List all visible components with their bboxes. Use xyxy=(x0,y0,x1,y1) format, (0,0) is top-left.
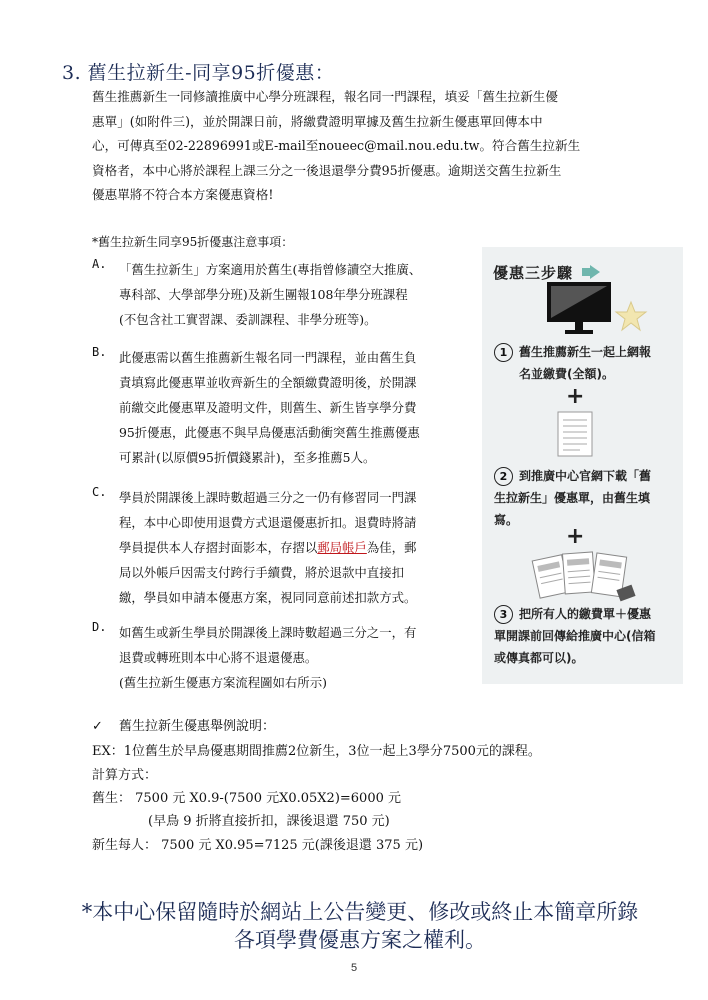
step-number: 1 xyxy=(494,343,513,362)
star-icon xyxy=(614,300,648,332)
note-text xyxy=(119,485,472,610)
post-office-account-highlight: 郵局帳戶 xyxy=(317,540,367,555)
step-3 xyxy=(494,603,679,673)
note-a xyxy=(92,257,472,332)
example-line: EX：1位舊生於早鳥優惠期間推薦2位新生，3位一起上3學分7500元的課程。 xyxy=(92,744,541,759)
page-number: 5 xyxy=(350,962,358,974)
plus-icon: + xyxy=(566,384,585,409)
example-title-row xyxy=(92,715,275,734)
step-text: 舊生推薦新生一起上網報 名並繳費(全額)。 xyxy=(519,345,652,381)
notes-title: *舊生拉新生同享95折優惠注意事項： xyxy=(92,235,294,249)
plus-icon: + xyxy=(566,524,585,549)
receipts-icon xyxy=(528,547,638,603)
note-b xyxy=(92,345,472,470)
step-2 xyxy=(494,465,679,535)
note-text: 如舊生或新生學員於開課後上課時數超過三分之一，有 退費或轉班則本中心將不退還優惠。 (舊生拉新生優惠方案流程圖如右所示) xyxy=(119,625,417,690)
arrow-right-icon xyxy=(590,265,600,279)
note-letter: B. xyxy=(92,345,107,359)
note-letter: C. xyxy=(92,485,107,499)
check-icon: ✓ xyxy=(92,719,103,734)
step-text: 把所有人的繳費單＋優惠 單開課前回傳給推廣中心(信箱 或傳真都可以)。 xyxy=(494,607,656,665)
footer-disclaimer: *本中心保留隨時於網站上公告變更、修改或終止本簡章所錄 各項學費優惠方案之權利。 xyxy=(81,900,639,952)
step-text: 到推廣中心官網下載「舊 生拉新生」優惠單，由舊生填 寫。 xyxy=(494,469,652,527)
note-text-part: 為佳，郵 局以外帳戶因需支付跨行手續費，將於退款中直接扣 繳，學員如申請本優惠方案，視同同意前述扣款方式。 xyxy=(119,540,417,605)
example-line: 計算方式： xyxy=(92,768,158,783)
note-d xyxy=(92,620,472,695)
step-number: 2 xyxy=(494,467,513,486)
steps-panel-title: 優惠三步驟 xyxy=(493,264,574,282)
example-line: 新生每人： 7500 元 X0.95=7125 元(課後退還 375 元) xyxy=(92,838,424,853)
example-line: 舊生： 7500 元 X0.9-(7500 元X0.05X2)=6000 元 xyxy=(92,791,401,806)
example-line: (早鳥 9 折將直接折扣，課後退還 750 元) xyxy=(148,814,390,829)
note-letter: D. xyxy=(92,620,107,634)
note-text-part: 學員於開課後上課時數超過三分之一仍有修習同一門課 程，本中心即使用退費方式退還優惠折扣。退費時將請 學員提供本人存摺封面影本，存摺以 xyxy=(119,490,417,555)
note-letter: A. xyxy=(92,257,107,271)
step-1 xyxy=(494,341,679,391)
section-heading: 3. 舊生拉新生-同享95折優惠： xyxy=(62,62,335,84)
note-text: 「舊生拉新生」方案適用於舊生(專指曾修讀空大推廣、 專科部、大學部學分班)及新生團報108年學分班課程 (不包含社工實習課、委訓課程、非學分班等)。 xyxy=(119,262,422,327)
note-text: 此優惠需以舊生推薦新生報名同一門課程，並由舊生負 責填寫此優惠單並收齊新生的全額繳費證明後，於開課 前繳交此優惠單及證明文件，則舊生、新生皆享學分費 95折優惠，此優惠不與早鳥優惠活動衝突舊生推薦優惠 可累計(以原價95折價錢累計)，至多推薦5人。 xyxy=(119,350,420,465)
step-number: 3 xyxy=(494,605,513,624)
example-title: 舊生拉新生優惠舉例說明： xyxy=(119,719,276,734)
intro-paragraph: 舊生推薦新生一同修讀推廣中心學分班課程，報名同一門課程，填妥「舊生拉新生優 惠單」(如附件三)，並於開課日前，將繳費證明單據及舊生拉新生優惠單回傳本中 心，可傳真至02-22896991或E-mail至noueec@mail.nou.edu.tw。符合舊生拉新生 資格者，本中心將於課程上課三分之一後退還學分費95折優惠。逾期送交舊生拉新生 優惠單將不符合本方案優惠資格! xyxy=(92,89,581,202)
document-icon xyxy=(556,410,596,460)
note-c xyxy=(92,485,472,610)
